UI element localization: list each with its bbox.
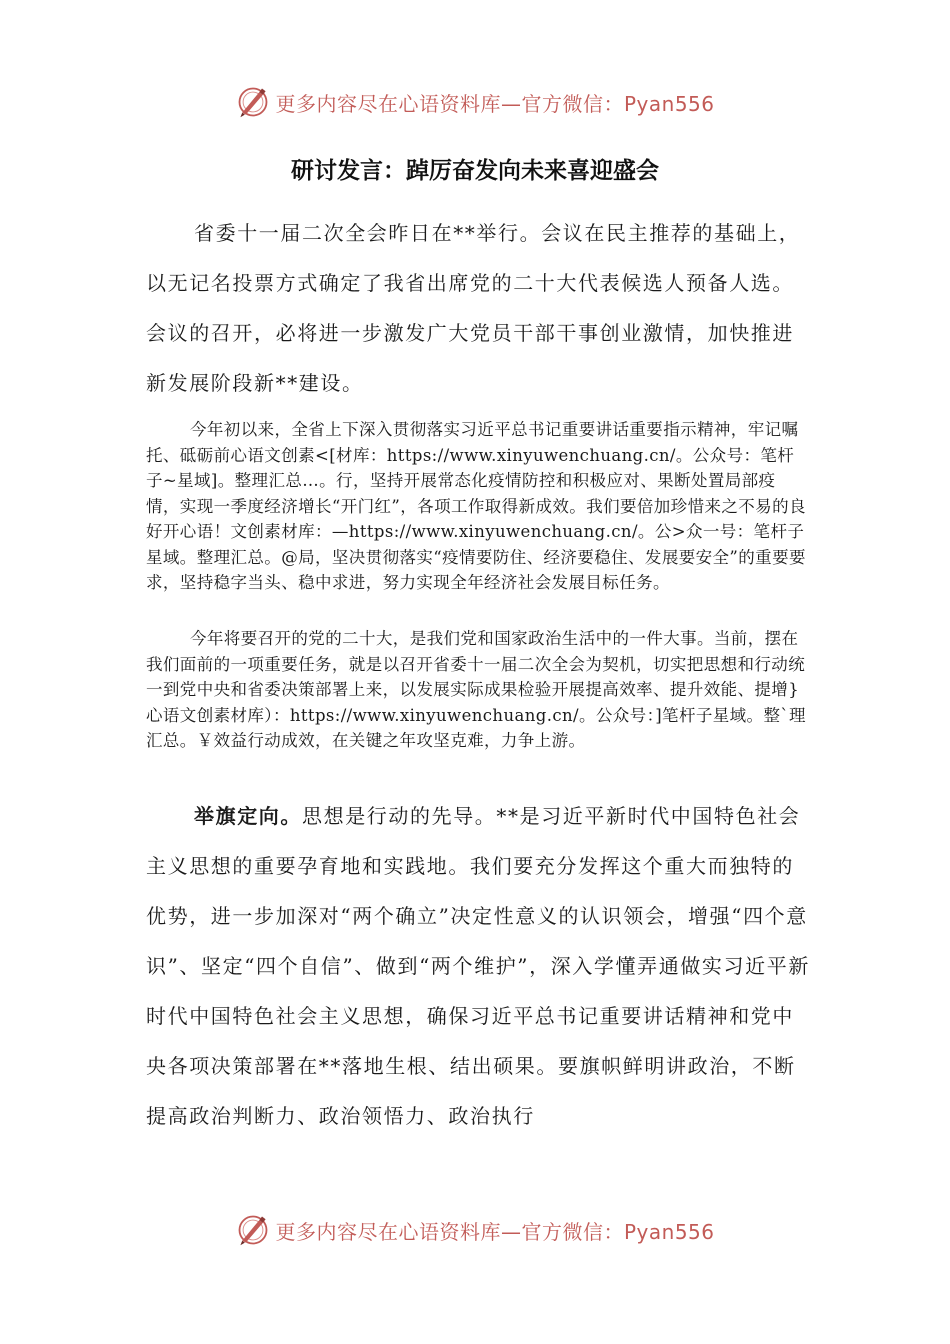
banner-text: 更多内容尽在心语资料库—官方微信：Pyan556 <box>275 1219 715 1244</box>
paragraph-4-body: 思想是行动的先导。**是习近平新时代中国特色社会主义思想的重要孕育地和实践地。我们要充分发挥这个重大而独特的优势，进一步加深对“两个确立”决定性意义的认识领会，增强“四个意识”、坚定“四个自信”、做到“两个维护”，深入学懂弄通做实习近平新时代中国特色社会主义思想，确保习近平总书记重要讲话精神和党中央各项决策部署在**落地生根、结出硕果。要旗帜鲜明讲政治，不断提高政治判断力、政治领悟力、政治执行 <box>146 804 810 1128</box>
paragraph-1: 省委十一届二次全会昨日在**举行。会议在民主推荐的基础上，以无记名投票方式确定了我省出席党的二十大代表候选人预备人选。会议的召开，必将进一步激发广大党员干部干事创业激情，加快推进新发展阶段新**建设。 <box>146 221 801 395</box>
paragraph-4-lead: 举旗定向。 <box>194 804 302 828</box>
document-title: 研讨发言：踔厉奋发向未来喜迎盛会 <box>291 158 659 184</box>
header-banner <box>0 82 950 122</box>
banner-text: 更多内容尽在心语资料库—官方微信：Pyan556 <box>275 91 715 116</box>
paragraph-3: 今年将要召开的党的二十大，是我们党和国家政治生活中的一件大事。当前，摆在我们面前的一项重要任务，就是以召开省委十一届二次全会为契机，切实把思想和行动统一到党中央和省委决策部署上来，以发展实际成果检验开展提高效率、提升效能、提增}心语文创素材库）：https://www.xinyuwenchuang.cn/。公众号：]笔杆子星域。整`理汇总。￥效益行动成效，在关键之年攻坚克难，力争上游。 <box>146 629 806 750</box>
wechat-id: Pyan556 <box>623 91 715 116</box>
wechat-id: Pyan556 <box>623 1219 715 1244</box>
pen-logo-icon <box>235 1212 271 1248</box>
paragraph-4 <box>146 791 810 1141</box>
footer-banner <box>0 1210 950 1250</box>
paragraph-2: 今年初以来，全省上下深入贯彻落实习近平总书记重要讲话重要指示精神，牢记嘱托、砥砺前心语文创素<[材库：https://www.xinyuwenchuang.cn/。公众号：笔杆子~星域]。整理汇总…。行，坚持开展常态化疫情防控和积极应对、果断处置局部疫情，实现一季度经济增长“开门红”，各项工作取得新成效。我们要倍加珍惜来之不易的良好开心语！文创素材库：—https://www.xinyuwenchuang.cn/。公>众一号：笔杆子星域。整理汇总。@局，坚决贯彻落实“疫情要防住、经济要稳住、发展要安全”的重要要求，坚持稳字当头、稳中求进，努力实现全年经济社会发展目标任务。 <box>146 420 806 592</box>
pen-logo-icon <box>235 84 271 120</box>
